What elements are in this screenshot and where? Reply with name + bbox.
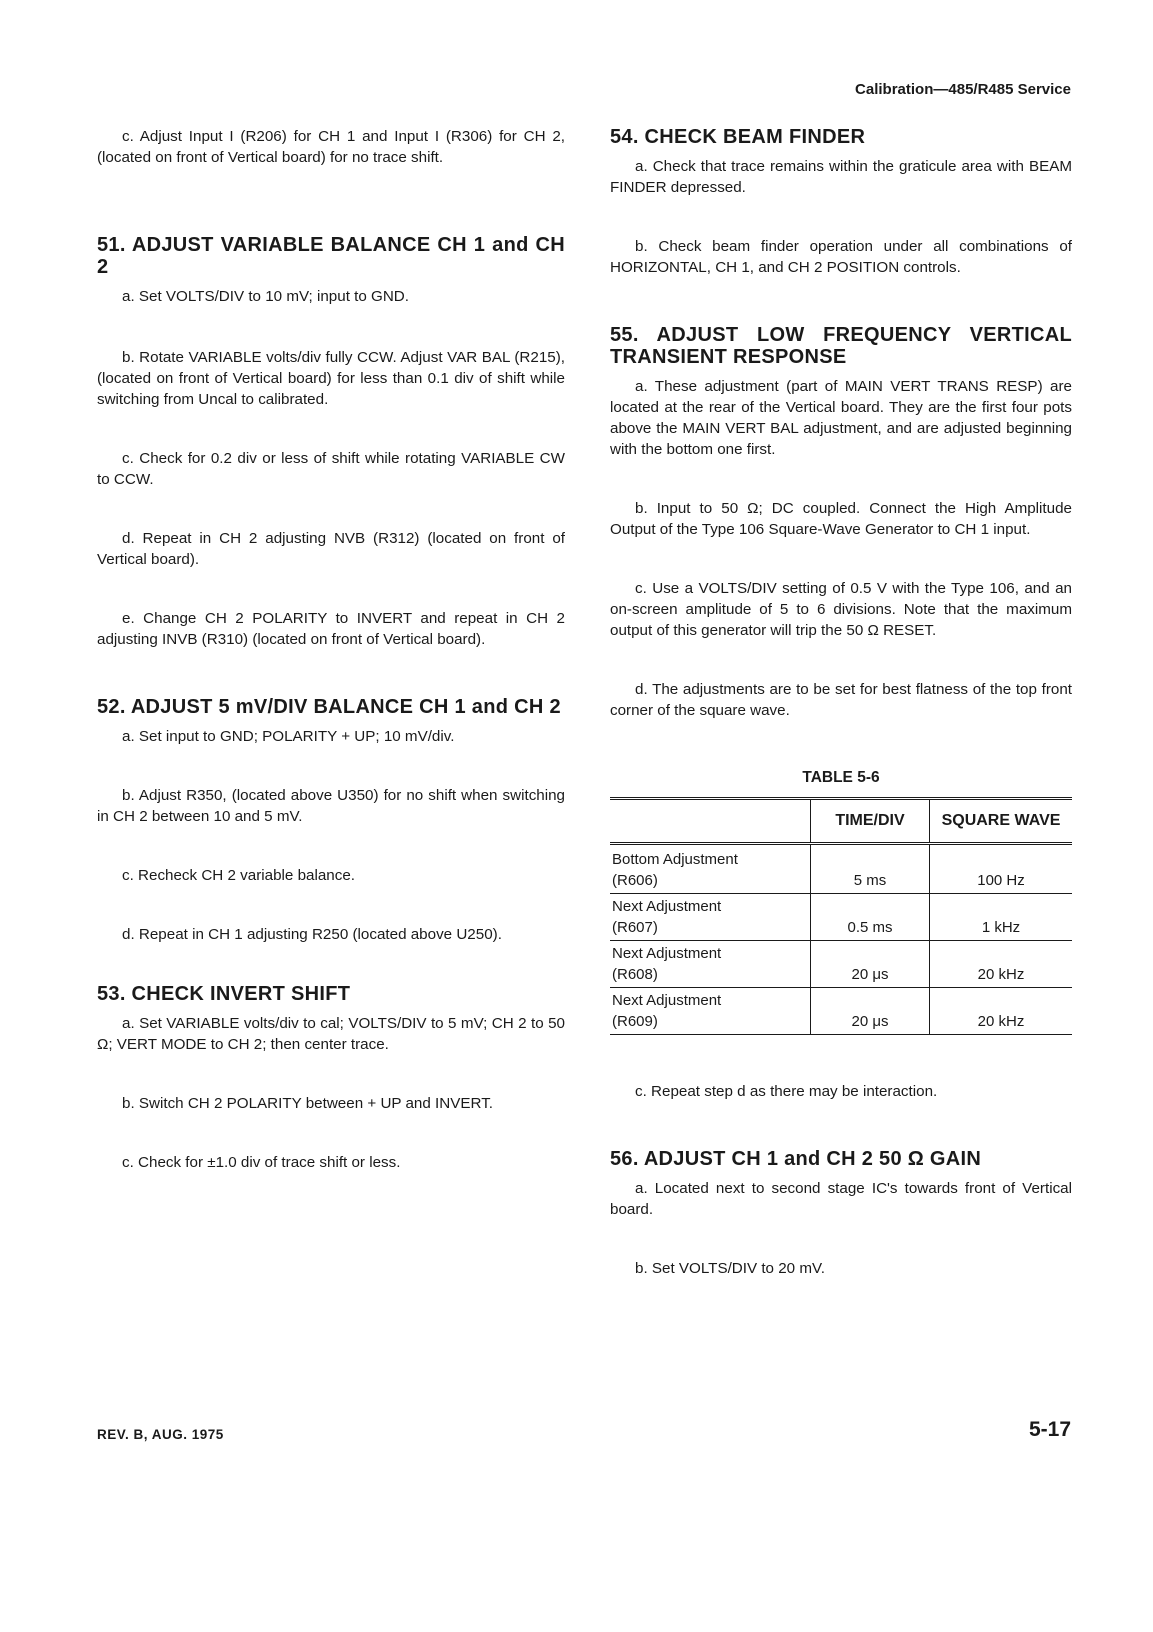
- table-cell-adjustment: [610, 941, 811, 988]
- step-53b: b. Switch CH 2 POLARITY between + UP and INVERT.: [122, 1095, 494, 1112]
- step-51e: e. Change CH 2 POLARITY to INVERT and repeat in CH 2 adjusting INVB (R310) (located on front of Vertical board).: [97, 610, 565, 648]
- table-cell-wave: 100 Hz: [930, 844, 1073, 894]
- adjustment-ref: (R606): [612, 872, 658, 889]
- table-title: TABLE 5-6: [802, 769, 880, 786]
- section-56: [610, 1148, 1072, 1279]
- heading-53: 53. CHECK INVERT SHIFT: [97, 983, 351, 1005]
- section-51: [97, 234, 565, 650]
- adjustment-ref: (R609): [612, 1013, 658, 1030]
- step-52c: c. Recheck CH 2 variable balance.: [122, 867, 355, 884]
- table-cell-time: 20 μs: [811, 988, 930, 1035]
- page-number: 5-17: [1028, 1418, 1071, 1441]
- section-52: [97, 696, 565, 945]
- heading-51: 51. ADJUST VARIABLE BALANCE CH 1 and CH 2: [97, 234, 565, 278]
- step-56b: b. Set VOLTS/DIV to 20 mV.: [635, 1260, 825, 1277]
- step-55d: d. The adjustments are to be set for best flatness of the top front corner of the square wave.: [610, 681, 1072, 719]
- step-51c: c. Check for 0.2 div or less of shift while rotating VARIABLE CW to CCW.: [97, 450, 565, 488]
- revision-date: REV. B, AUG. 1975: [97, 1427, 224, 1442]
- table-cell-wave: 20 kHz: [930, 941, 1073, 988]
- step-55c-repeat: c. Repeat step d as there may be interaction.: [635, 1083, 938, 1100]
- step-52d: d. Repeat in CH 1 adjusting R250 (located above U250).: [122, 926, 502, 943]
- adjustment-table: [610, 797, 1072, 1035]
- step-56a: a. Located next to second stage IC's towards front of Vertical board.: [610, 1180, 1072, 1218]
- adjustment-ref: (R608): [612, 966, 658, 983]
- section-54: [610, 126, 1072, 278]
- step-52a: a. Set input to GND; POLARITY + UP; 10 mV/div.: [122, 728, 455, 745]
- adjustment-label: Next Adjustment: [612, 945, 722, 962]
- step-54a: a. Check that trace remains within the graticule area with BEAM FINDER depressed.: [610, 158, 1072, 196]
- step-53c: c. Check for ±1.0 div of trace shift or less.: [122, 1154, 401, 1171]
- step-55b: b. Input to 50 Ω; DC coupled. Connect the High Amplitude Output of the Type 106 Square-Wave Generator to CH 1 input.: [610, 500, 1072, 538]
- running-header: Calibration—485/R485 Service: [855, 81, 1071, 98]
- table-cell-time: 0.5 ms: [811, 894, 930, 941]
- heading-54: 54. CHECK BEAM FINDER: [610, 126, 866, 148]
- step-51d: d. Repeat in CH 2 adjusting NVB (R312) (located on front of Vertical board).: [97, 530, 565, 568]
- adjustment-label: Next Adjustment: [612, 992, 722, 1009]
- table-cell-adjustment: [610, 844, 811, 894]
- step-54b: b. Check beam finder operation under all combinations of HORIZONTAL, CH 1, and CH 2 POSITION controls.: [610, 238, 1072, 276]
- table-row: [610, 941, 1072, 988]
- table-cell-adjustment: [610, 988, 811, 1035]
- table-row: [610, 988, 1072, 1035]
- section-50-continued: [97, 126, 565, 168]
- section-55: [610, 324, 1072, 1102]
- heading-52: 52. ADJUST 5 mV/DIV BALANCE CH 1 and CH 2: [97, 696, 561, 718]
- table-cell-wave: 20 kHz: [930, 988, 1073, 1035]
- table-row: [610, 844, 1072, 894]
- step-55a: a. These adjustment (part of MAIN VERT TRANS RESP) are located at the rear of the Vertical board. They are the first four pots above the MAIN VERT BAL adjustment, and are adjusted beginning with the bottom one first.: [610, 378, 1072, 458]
- table-header-time-div: TIME/DIV: [811, 799, 930, 844]
- heading-55: 55. ADJUST LOW FREQUENCY VERTICAL TRANSIENT RESPONSE: [610, 324, 1072, 368]
- table-header-blank: [610, 799, 811, 844]
- step-50c: c. Adjust Input I (R206) for CH 1 and Input I (R306) for CH 2, (located on front of Vertical board) for no trace shift.: [97, 128, 565, 166]
- heading-56: 56. ADJUST CH 1 and CH 2 50 Ω GAIN: [610, 1148, 982, 1170]
- table-header-row: [610, 799, 1072, 844]
- table-cell-wave: 1 kHz: [930, 894, 1073, 941]
- table-cell-time: 20 μs: [811, 941, 930, 988]
- section-53: [97, 983, 565, 1173]
- adjustment-ref: (R607): [612, 919, 658, 936]
- step-53a: a. Set VARIABLE volts/div to cal; VOLTS/DIV to 5 mV; CH 2 to 50 Ω; VERT MODE to CH 2; then center trace.: [97, 1015, 565, 1053]
- table-cell-adjustment: [610, 894, 811, 941]
- table-row: [610, 894, 1072, 941]
- right-column: [610, 126, 1072, 1279]
- adjustment-label: Next Adjustment: [612, 898, 722, 915]
- table-header-square-wave: SQUARE WAVE: [930, 799, 1073, 844]
- step-55c: c. Use a VOLTS/DIV setting of 0.5 V with the Type 106, and an on-screen amplitude of 5 to 6 divisions. Note that the maximum output of this generator will trip the 50 Ω RESET.: [610, 580, 1072, 639]
- left-column: [97, 126, 565, 1173]
- adjustment-label: Bottom Adjustment: [612, 851, 738, 868]
- step-51b: b. Rotate VARIABLE volts/div fully CCW. Adjust VAR BAL (R215), (located on front of Vertical board) for less than 0.1 div of shift while switching from Uncal to calibrated.: [97, 349, 565, 408]
- table-cell-time: 5 ms: [811, 844, 930, 894]
- step-51a: a. Set VOLTS/DIV to 10 mV; input to GND.: [122, 288, 409, 305]
- step-52b: b. Adjust R350, (located above U350) for no shift when switching in CH 2 between 10 and 5 mV.: [97, 787, 565, 825]
